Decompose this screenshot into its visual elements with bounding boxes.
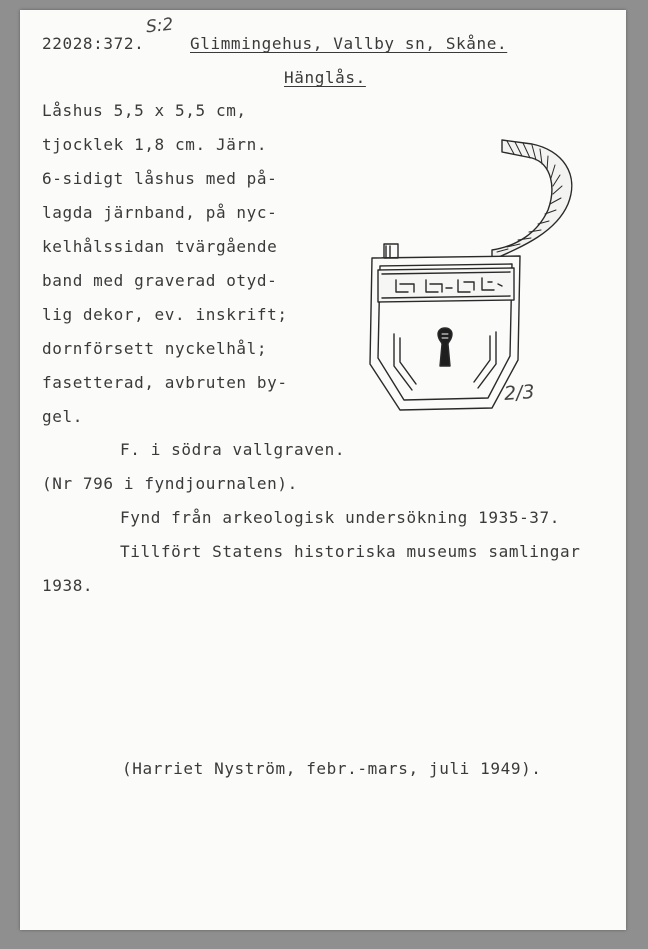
description-line: lagda järnband, på nyc- bbox=[42, 203, 278, 222]
transfer-note: Tillfört Statens historiska museums samlingar bbox=[120, 542, 581, 561]
description-line: lig dekor, ev. inskrift; bbox=[42, 305, 288, 324]
description-line: band med graverad otyd- bbox=[42, 271, 278, 290]
author-credit: (Harriet Nyström, febr.-mars, juli 1949). bbox=[122, 759, 542, 778]
padlock-drawing bbox=[342, 128, 582, 418]
catalog-number: 22028:372. bbox=[42, 34, 145, 53]
object-title: Hänglås. bbox=[284, 68, 366, 87]
description-line: kelhålssidan tvärgående bbox=[42, 237, 278, 256]
transfer-year: 1938. bbox=[42, 576, 94, 595]
handwritten-reference: S:2 bbox=[145, 14, 175, 38]
description-line: tjocklek 1,8 cm. Järn. bbox=[42, 135, 268, 154]
excavation-note: Fynd från arkeologisk undersökning 1935-37. bbox=[120, 508, 561, 527]
journal-reference: (Nr 796 i fyndjournalen). bbox=[42, 474, 298, 493]
drawing-scale: 2/3 bbox=[503, 380, 536, 406]
shackle bbox=[492, 140, 572, 260]
catalog-card bbox=[20, 10, 626, 930]
site-name: Glimmingehus, Vallby sn, Skåne. bbox=[190, 34, 508, 53]
description-line: Låshus 5,5 x 5,5 cm, bbox=[42, 101, 247, 120]
find-location: F. i södra vallgraven. bbox=[120, 440, 346, 459]
description-line: dornförsett nyckelhål; bbox=[42, 339, 268, 358]
description-line: fasetterad, avbruten by- bbox=[42, 373, 288, 392]
description-line: 6-sidigt låshus med på- bbox=[42, 169, 278, 188]
description-line: gel. bbox=[42, 407, 83, 426]
